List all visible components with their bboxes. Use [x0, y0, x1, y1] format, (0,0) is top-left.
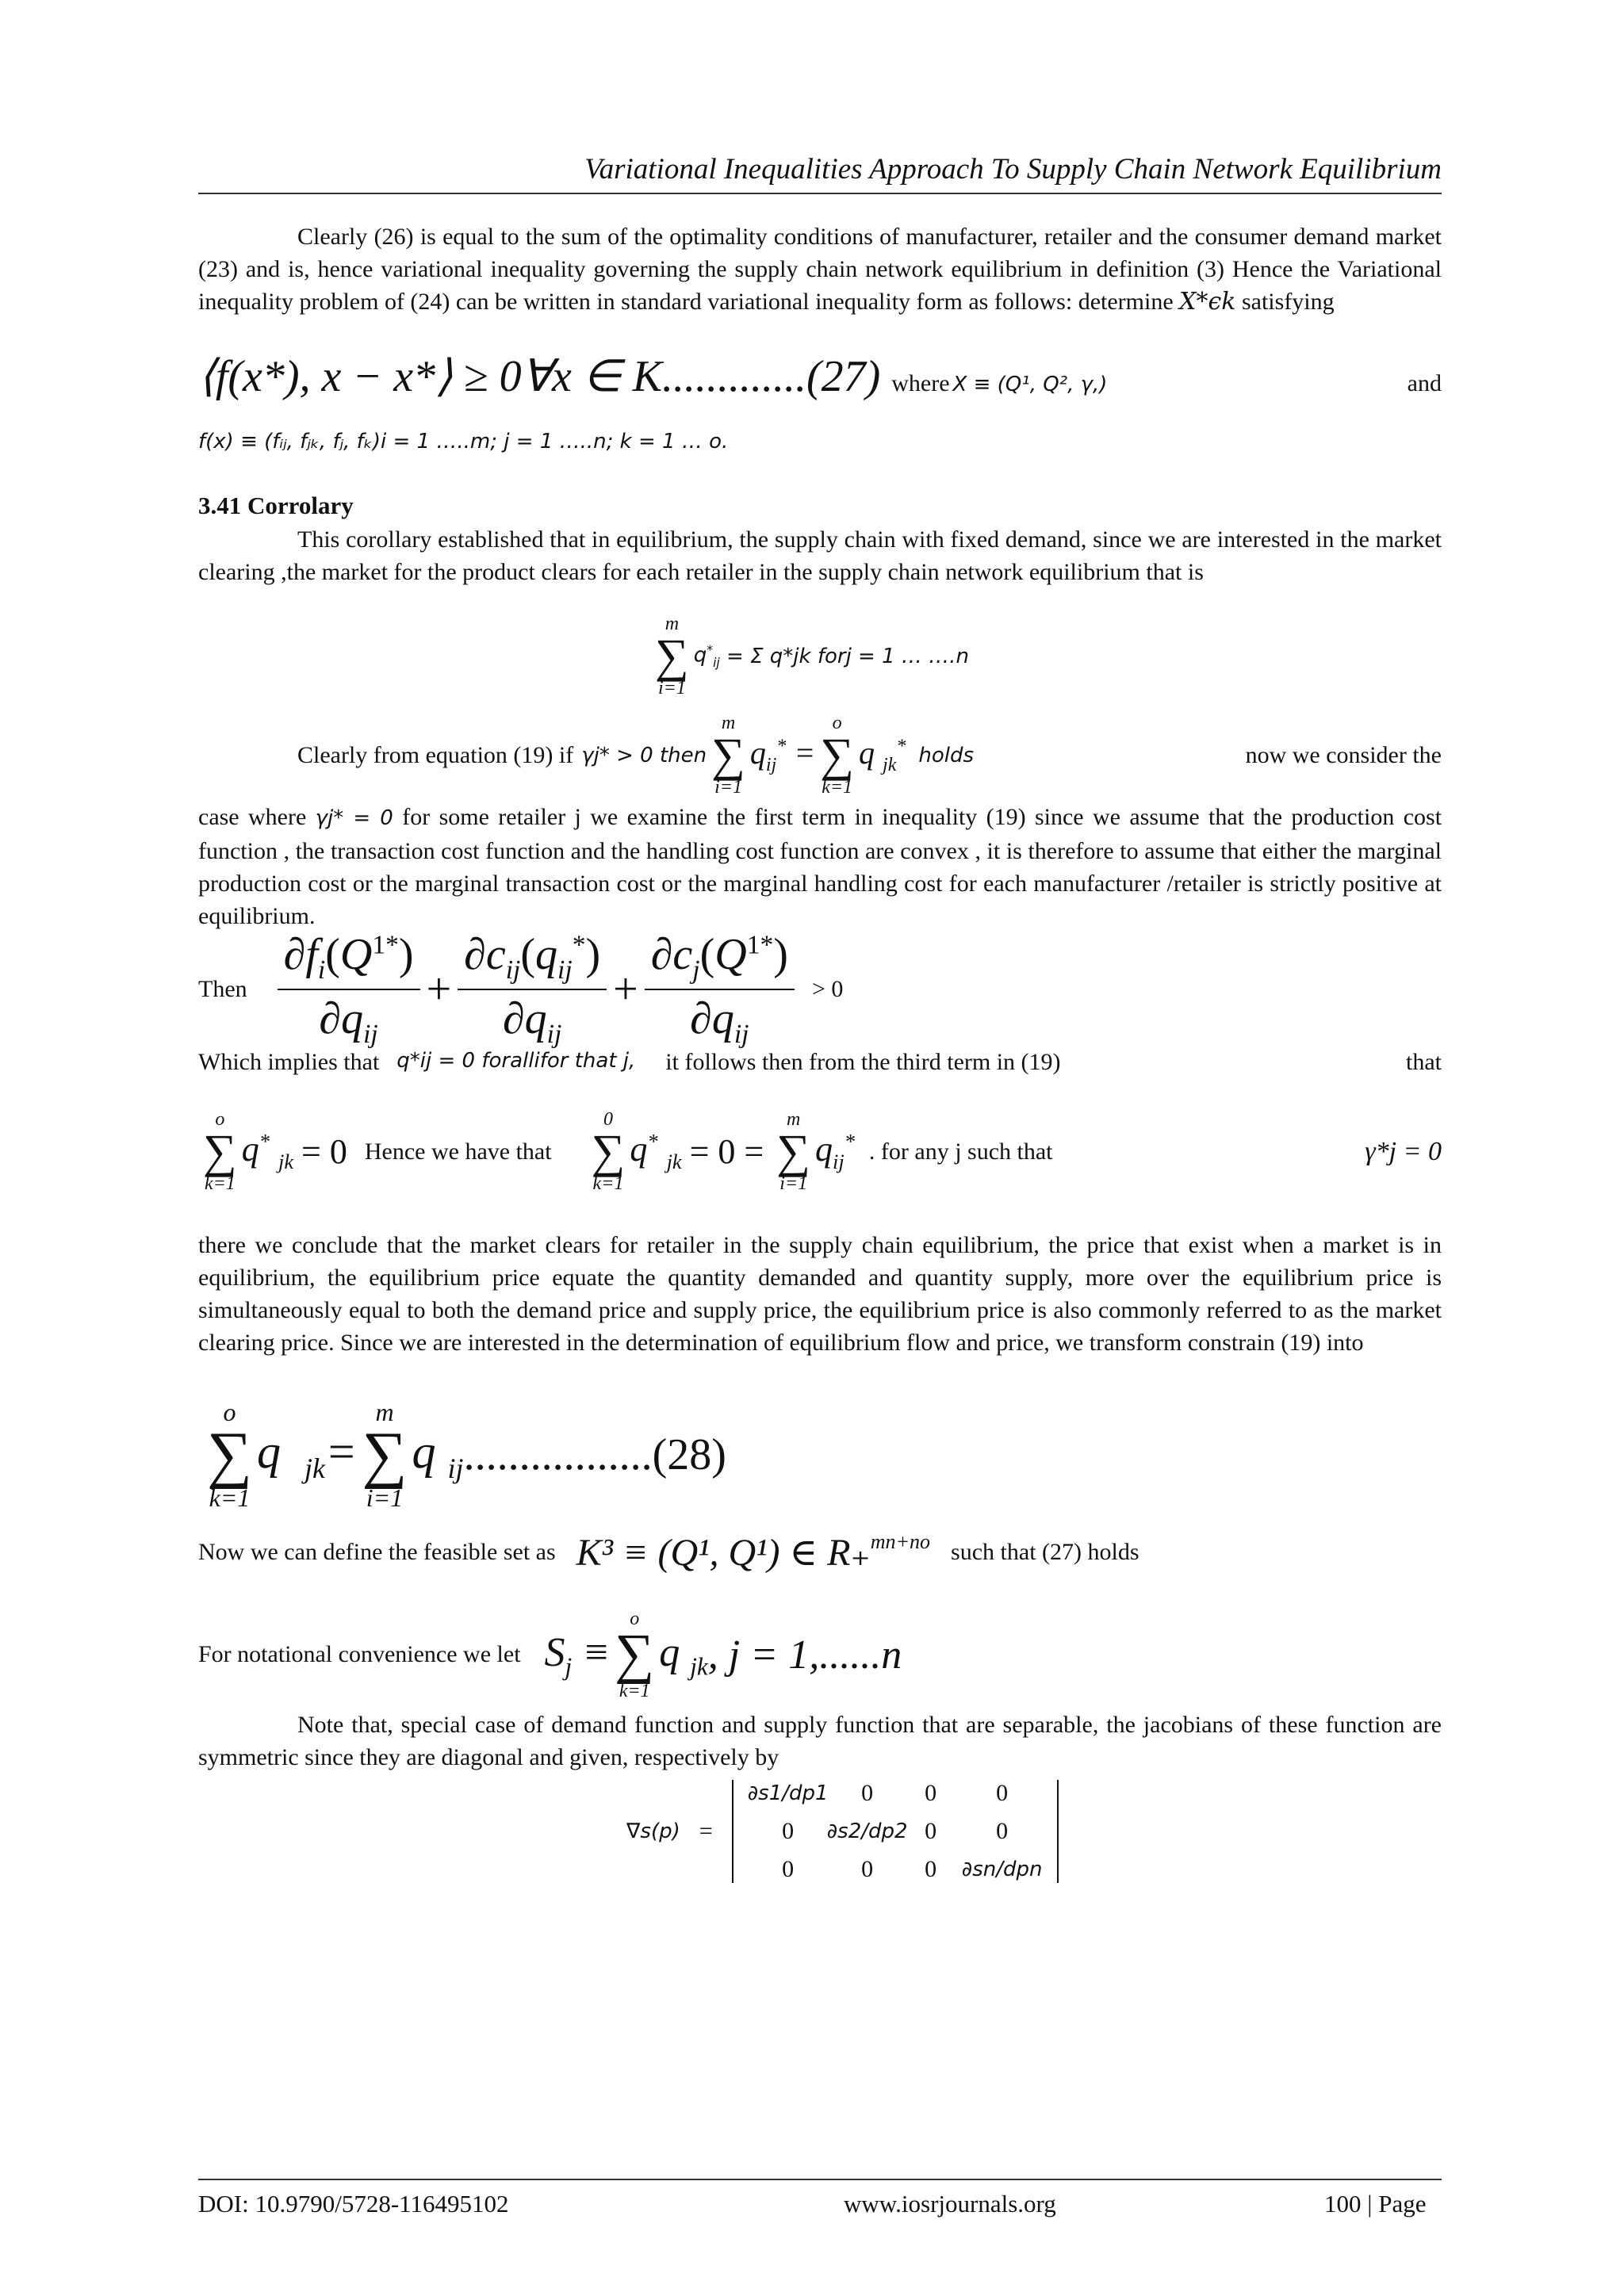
- implies-line: [198, 1049, 1442, 1076]
- para3-end: now we consider the: [1245, 741, 1442, 768]
- hence-mid: = 0 =: [689, 1132, 764, 1171]
- equation-27-main: ⟨f(x*), x − x*⟩ ≥ 0∀x ∈ K.............(27): [198, 352, 881, 401]
- para1-end: satisfying: [1241, 289, 1335, 315]
- para4-text: for some retailer j we examine the first term in inequality (19) since we assume that the production cost function , the transaction cost function and the handling cost function are convex , it is therefore to assume that either the marginal production cost or the marginal transaction cost or the marginal handling cost for each manufacturer /retailer is strictly positive at equilibrium.: [198, 804, 1442, 929]
- header-rule: [198, 193, 1442, 194]
- then-gt: > 0: [811, 976, 844, 1003]
- matrix-grid: ∂s1/dp1 0 0 0 0 ∂s2/dp2 0 0 0 0 0 ∂sn/dpn: [732, 1780, 1059, 1883]
- notation-tail: , j = 1,......n: [707, 1632, 902, 1678]
- jacobian-matrix: [626, 1780, 1059, 1883]
- feasible-label: Now we can define the feasible set as: [198, 1539, 556, 1565]
- equation-27: [198, 350, 1442, 402]
- paragraph-2: [198, 523, 1442, 588]
- matrix-d22: ∂s2/dp2: [826, 1820, 908, 1843]
- footer-doi: DOI: 10.9790/5728-116495102: [198, 2190, 509, 2218]
- notation-line: For notational convenience we let $S_j$ ≡ o ∑ k=1 q $_{jk}$ , j = 1,......n: [198, 1609, 902, 1701]
- feasible-end: such that (27) holds: [951, 1539, 1139, 1565]
- sum-symbol: m ∑ i=1: [655, 614, 689, 698]
- running-title: Variational Inequalities Approach To Supply Chain Network Equilibrium: [584, 153, 1442, 186]
- implies-expr: q*ij = 0 forallifor that j,: [396, 1049, 636, 1073]
- footer-site: www.iosrjournals.org: [844, 2190, 1056, 2218]
- para4-start: case where: [198, 804, 307, 830]
- para4-condition: γj* = 0: [315, 806, 393, 830]
- hence-zero: = 0: [301, 1132, 347, 1171]
- hence-line: o ∑ k=1 q* $_{jk}$ = 0 Hence we have that 0 ∑ k=1 q* $_{jk}$ = 0 = m ∑ i=1 $q_{ij}^*$ . for any j such that γ*j = 0: [203, 1109, 1442, 1194]
- para3-holds: holds: [918, 743, 975, 767]
- para1-text: Clearly (26) is equal to the sum of the optimality conditions of manufacturer, retailer and the consumer demand market (23) and is, hence variational inequality governing the supply chain network equilibrium in definition (3) Hence the Variational inequality problem of (24) can be written in standard variational inequality form as follows: determine: [198, 224, 1442, 315]
- then-equation: Then $\frac{\partial f_i(Q^{1*})}{\partial q_{ij}}$ + $\frac{\partial c_{ij}(q_{ij}^*)}{\partial q_{ij}}$ + $\frac{\partial c_j(Q^{1*})}{\partial q_{ij}}$ > 0: [198, 930, 844, 1050]
- equation-27-definition: f(x) ≡ (fᵢⱼ, fⱼₖ, fⱼ, fₖ)i = 1 …..m; j = 1 …..n; k = 1 … o.: [198, 430, 729, 453]
- implies-middle: it follows then from the third term in (19): [665, 1049, 1061, 1075]
- implies-end: that: [1406, 1049, 1442, 1075]
- para2-text: This corollary established that in equilibrium, the supply chain with fixed demand, since we are interested in the market clearing ,the market for the product clears for each retailer in the supply chain network equilibrium that is: [198, 526, 1442, 585]
- hence-label: Hence we have that: [364, 1138, 552, 1165]
- fraction-handling: $\frac{\partial c_j(Q^{1*})}{\partial q_{ij}}$: [645, 929, 795, 1050]
- para5-text: there we conclude that the market clears for retailer in the supply chain equilibrium, the price that exist when a market is in equilibrium, the equilibrium price equate the quantity demanded and quantity supply, more over the equilibrium price is simultaneously equal to both the demand price and supply price, the equilibrium price is also commonly referred to as the market clearing price. Since we are interested in the determination of equilibrium flow and price, we transform constrain (19) into: [198, 1232, 1442, 1356]
- equation-27-where-def: X ≡ (Q¹, Q², γ,): [952, 373, 1108, 396]
- feasible-sup: mn+no: [870, 1530, 931, 1553]
- feasible-expr: K³ ≡ (Q¹, Q¹) ∈ R₊: [576, 1532, 871, 1574]
- footer-page: 100 | Page: [1324, 2190, 1427, 2218]
- matrix-d11: ∂s1/dp1: [747, 1781, 829, 1805]
- feasible-set: [198, 1530, 1442, 1575]
- paragraph-5: [198, 1229, 1442, 1359]
- paragraph-6: [198, 1709, 1442, 1774]
- sum-symbol: o ∑ k=1: [820, 713, 855, 798]
- hence-gamma: γ*j = 0: [1365, 1136, 1442, 1166]
- matrix-label: ∇s(p): [626, 1820, 680, 1843]
- para1-variable: X*ϵk: [1179, 288, 1236, 316]
- paragraph-1: [198, 220, 1442, 318]
- footer-rule: [198, 2179, 1442, 2180]
- market-clearing-equation: m ∑ i=1 $q^*_{ij}$ = Σ q*jk forj = 1 … ….n: [655, 614, 969, 698]
- fraction-transaction: $\frac{\partial c_{ij}(q_{ij}^*)}{\partial q_{ij}}$: [458, 929, 607, 1050]
- paragraph-4: [198, 801, 1442, 932]
- equation-27-and: and: [1407, 370, 1442, 396]
- notation-label: For notational convenience we let: [198, 1641, 521, 1668]
- matrix-dnn: ∂sn/dpn: [961, 1858, 1043, 1881]
- paragraph-3: Clearly from equation (19) if γj* > 0 then m ∑ i=1 $q_{ij}^*$ = o ∑ k=1 q $_{jk}$* holds now we consider the: [297, 713, 1442, 798]
- para6-text: Note that, special case of demand function and supply function that are separable, the jacobians of these function are symmetric since they are diagonal and given, respectively by: [198, 1712, 1442, 1770]
- para3-start: Clearly from equation (19) if: [297, 741, 574, 768]
- para3-condition: γj* > 0 then: [581, 743, 707, 767]
- sum-symbol: m ∑ i=1: [711, 713, 745, 798]
- then-label: Then: [198, 976, 247, 1003]
- market-clearing-rhs: = Σ q*jk forj = 1 … ….n: [726, 644, 969, 668]
- section-title: 3.41 Corrolary: [198, 492, 354, 519]
- hence-tail: . for any j such that: [868, 1138, 1053, 1165]
- implies-start: Which implies that: [198, 1049, 380, 1075]
- equation-27-where: where: [891, 370, 950, 396]
- fraction-production: $\frac{\partial f_i(Q^{1*})}{\partial q_{ij}}$: [278, 929, 420, 1050]
- equation-28-tail: .................(28): [463, 1430, 726, 1479]
- equation-28: o ∑ k=1 q $_{jk}$= m ∑ i=1 q $_{ij}$ .................(28): [207, 1398, 726, 1512]
- matrix-eq: =: [699, 1818, 713, 1844]
